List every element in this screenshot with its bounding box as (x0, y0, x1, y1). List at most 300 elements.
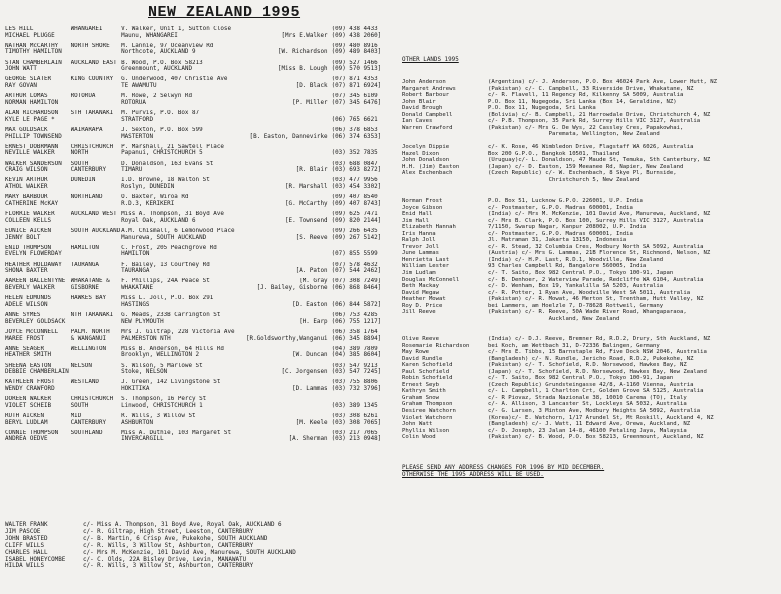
phone-row (246, 420, 397, 427)
phone-row (246, 363, 397, 370)
entry-regions (71, 312, 121, 325)
entry-region: SOUTH (70, 160, 89, 167)
contact-ref (246, 379, 332, 386)
entry-addresss (121, 93, 246, 106)
person-address: (Pakistan) c/- Mrs G. De Wys, 22 Cassley Cres, Papakowhai, (488, 124, 684, 131)
entry-name: CONNIE THOMPSON (5, 429, 59, 436)
person-address: (Bangladesh) c/- J. Watt, 11 Edward Ave, Orewa, Auckland, NZ (488, 421, 691, 428)
contact-ref: [R.Goldsworthy,Wanganui (246, 335, 328, 342)
entry-regions (71, 262, 121, 275)
phone-row (246, 127, 397, 134)
person-address: P.O. Box 11, Nugegoda, Sri Lanka (Box 14, Geraldine, NZ) (488, 98, 677, 105)
person-name: Jocelyn Dippie (402, 144, 450, 150)
phone-number: (07) 308 7249] (331, 278, 382, 285)
person-address: c/- T. Saito, Box 982 Central P.O., Tokyo 100-91, Japan (488, 375, 674, 382)
phone-row (246, 26, 397, 33)
entry-name: DEBBIE CHAMBERLAIN (5, 369, 69, 376)
entry-regions (71, 245, 121, 258)
contact-ref (246, 117, 332, 124)
nz-entry (5, 413, 397, 426)
person-address: Paremata, Wellington, New Zealand (488, 131, 660, 138)
nz-entry (5, 262, 397, 275)
phone-number: (03) 688 0847 (331, 160, 378, 167)
entry-region: NORTH SHORE (70, 42, 110, 49)
contact-ref (246, 161, 332, 168)
nz-entry (5, 363, 397, 376)
entry-address: S. Thompson, 16 Percy St (121, 396, 207, 403)
person-address: 93 Charles Campbell Rd, Bangalore 560005, India (488, 263, 647, 270)
entry-region: AUCKLAND EAST (70, 59, 117, 66)
entry-region: CANTERBURY (70, 167, 107, 174)
contact-ref (246, 245, 332, 252)
entry-name: EVELYN FLOWERDAY (5, 251, 62, 258)
person-name: William Lester (402, 263, 450, 270)
other-lands-row (402, 316, 777, 323)
person-name: Hazel Dixon (402, 150, 440, 157)
phone-row (246, 201, 397, 208)
entry-name: JENNY BOLT (5, 234, 41, 241)
person-name: Roy D. Price (402, 302, 443, 309)
other-lands-group (402, 144, 777, 183)
person-address: c/- T. Saito, Box 982 Central P.O., Tokyo 100-91, Japan (488, 270, 674, 277)
entry-names (5, 363, 71, 376)
entry-regions (71, 161, 121, 174)
entry-address: P. Marshall, 21 Sawtell Place (121, 143, 224, 150)
entry-name: ANNE SEAGER (5, 345, 45, 352)
person-address: (Uruguay)c/- L. Donaldson, 47 Maude St, Temuka, Sth Canterbury, NZ (488, 157, 711, 164)
phone-row (246, 379, 397, 386)
person-name: Robert Barbour (402, 92, 450, 99)
entry-names (5, 194, 71, 207)
phone-row (246, 211, 397, 218)
entry-address: Miss A. Thompson, 31 Boyd Ave (121, 211, 224, 218)
entry-region: WESTLAND (70, 379, 99, 386)
extra-address: c/- Mrs M. McKenzie, 101 David Ave, Manurewa, SOUTH AUCKLAND (83, 549, 296, 556)
person-address: c/- A. Allison, 3 Lancaster St, Lockleys SA 5032, Australia (488, 401, 687, 408)
entry-phones (246, 43, 397, 56)
entry-phones (246, 262, 397, 275)
person-address: c/- R Piovaz, Strada Nazionale 38, 10010 Carema (TO), Italy (488, 394, 687, 401)
entry-name: NORMAN HAMILTON (5, 99, 59, 106)
entry-address: M. Lannie, 97 Oceanview Rd (121, 42, 214, 49)
entry-address: V. Walker, Unit 1, Sutton Close (121, 26, 232, 32)
entry-names (5, 26, 71, 39)
contact-ref: [M. Gray (299, 278, 328, 285)
person-name: David Megaw (402, 289, 440, 296)
entry-address: Northcote, AUCKLAND 9 (121, 49, 196, 56)
person-name: Jim Hall (402, 217, 429, 224)
phone-number: (09) 266 6435 (331, 227, 378, 234)
person-name: Norman Frost (402, 198, 443, 204)
person-name: June Lammas (402, 250, 440, 257)
person-name: Douglas McConnell (402, 276, 460, 283)
person-address: (India) c/- D.J. Reeve, Bremner Rd, R.D.2, Drury, Sth Auckland, NZ (488, 336, 711, 342)
entry-address: Brooklyn, WELLINGTON 2 (121, 352, 200, 359)
nz-extra-entries (5, 522, 397, 570)
phone-row (246, 369, 397, 376)
entry-address: MASTERTON (121, 133, 153, 140)
phone-row (246, 262, 397, 269)
entry-name: ENID THOMPSON (5, 244, 52, 251)
phone-number: (09) 407 8540 (331, 194, 378, 201)
entry-addresss (121, 177, 246, 190)
entry-addresss (121, 60, 246, 73)
phone-number: (06) 345 8894] (331, 335, 382, 342)
person-address: Christchurch 5, New Zealand (488, 176, 640, 183)
entry-region: NELSON (70, 362, 92, 369)
entry-address: D. Donaldson, 163 Evans St (121, 160, 214, 167)
entry-regions (71, 93, 121, 106)
contact-ref: [A. Sherman (288, 436, 328, 443)
phone-row (246, 218, 397, 225)
entry-region: ROTORUA (70, 93, 96, 100)
other-lands-group (402, 336, 777, 441)
person-address: (India) c/- H.P. Last, R.D.1, Woodville, New Zealand (488, 256, 664, 263)
phone-row (246, 177, 397, 184)
contact-ref: [D. Black (295, 83, 328, 90)
contact-ref: [Mrs E.Walker (281, 32, 328, 39)
person-name: Donald Campbell (402, 111, 453, 118)
entry-name: VIOLET SCHEIB (5, 402, 52, 409)
entry-addresss (121, 312, 246, 325)
entry-names (5, 329, 71, 342)
person-name: May Rowe (402, 349, 429, 356)
entry-name: ANDREA OEDVE (5, 436, 48, 443)
entry-name: STAN CHAMBERLAIN (5, 59, 62, 66)
contact-ref: [J. Bailey, Gisborne (256, 285, 328, 292)
entry-names (5, 161, 71, 174)
phone-number: (07) 871 6924] (331, 83, 382, 90)
phone-number: (07) 345 6476] (331, 99, 382, 106)
entry-address: Miss A. Duthie, 103 Margaret St (121, 429, 232, 436)
entry-region: TAURANGA (70, 261, 99, 268)
nz-entry (5, 26, 397, 39)
entry-name: CATHERINE McKAY (5, 200, 59, 207)
phone-number: (03) 213 0948] (331, 436, 382, 443)
entry-phones (246, 379, 397, 392)
phone-row (246, 76, 397, 83)
nz-entry (5, 194, 397, 207)
person-name: Alex Eschenbach (402, 170, 453, 177)
entry-address: Mrs J. Giltrap, 228 Victoria Ave (121, 328, 235, 335)
person-name: Ernest Seyb (402, 381, 440, 388)
address-change-notice (402, 465, 604, 479)
entry-address: Greenmount, AUCKLAND (121, 66, 193, 73)
entry-phones (246, 245, 397, 258)
entry-region: NORTHLAND (70, 194, 103, 201)
person-name: Ralph Joll (402, 237, 436, 244)
person-address: Jl. Matraman 31, Jakarta 13150, Indonesia (488, 237, 627, 244)
entry-phones (246, 312, 397, 325)
phone-row (246, 396, 397, 403)
contact-ref: [M. Keele (295, 419, 328, 426)
entry-names (5, 379, 71, 392)
entry-addresss (121, 26, 246, 39)
page-title: NEW ZEALAND 1995 (148, 4, 301, 21)
entry-addresss (121, 194, 246, 207)
contact-ref: [E. Townsend (285, 217, 328, 224)
nz-entry (5, 396, 397, 409)
person-address: bei Koch, am Wettbach 31, D-72336 Balingen, Germany (488, 342, 660, 349)
person-address: (Pakistan) c/- R. Reeve, 50A Wade River Road, Whangaparaoa, (488, 309, 687, 316)
person-address: (Austria) c/- Mrs G. Lammas, 21B Florence St, Richmond, Nelson, NZ (488, 250, 711, 257)
extra-address: c/- B. Martin, 6 Crisp Ave, Pukekohe, SOUTH AUCKLAND (83, 535, 268, 542)
person-name: Graham Snow (402, 394, 440, 401)
nz-entry (5, 161, 397, 174)
entry-region: WAIRARAPA (70, 126, 103, 133)
contact-ref (246, 43, 332, 50)
entry-regions (71, 43, 121, 56)
entry-name: BEVERLEY GOLDSACK (5, 318, 66, 325)
extra-address: c/- R. Wills, 3 Willow St, Ashburton, CANTERBURY (83, 542, 254, 549)
entry-address: PALMERSTON NTH (121, 335, 171, 342)
entry-regions (71, 278, 121, 291)
entry-addresss (121, 76, 246, 89)
phone-row (246, 352, 397, 359)
entry-phones (246, 295, 397, 308)
contact-ref: [W. Duncan (292, 352, 328, 359)
entry-name: FLORRIE WALKER (5, 211, 55, 218)
person-address: (Pakistan) c/- R. Mowat, 46 Merton St, Trentham, Hutt Valley, NZ (488, 296, 704, 303)
entry-name: ANNE SYMES (5, 312, 41, 319)
entry-name: RAY GOVAN (5, 83, 37, 90)
entry-region: WHANGAREI (70, 26, 103, 32)
entry-region: HAMILTON (70, 244, 99, 251)
entry-phones (246, 396, 397, 409)
phone-number: (07) 855 5599 (331, 251, 378, 258)
entry-region: DUNEDIN (70, 177, 96, 184)
entry-addresss (121, 245, 246, 258)
entry-name: HEATHER SMITH (5, 352, 52, 359)
entry-names (5, 295, 71, 308)
contact-ref: [Miss B. Lough (277, 66, 328, 73)
contact-ref (246, 363, 332, 370)
person-name: John Donaldson (402, 157, 450, 164)
entry-address: NEW PLYMOUTH (121, 318, 164, 325)
nz-extra-row (5, 529, 397, 536)
entry-name: JOYCE McCONNELL (5, 328, 59, 335)
person-address: c/- Postmaster, G.P.O. Madras 600001, India (488, 204, 633, 211)
person-address: c/- L. Campbell, 1 Charlton Crt, Golden Grove SA 5125, Australia (488, 388, 704, 395)
phone-row (246, 346, 397, 353)
nz-entry (5, 43, 397, 56)
nz-extra-row (5, 522, 397, 529)
phone-row (246, 49, 397, 56)
contact-ref: [H. Earp (299, 318, 328, 325)
person-address: (Pakistan) c/- C. Campbell, 33 Riverside Drive, Whakatane, NZ (488, 85, 694, 92)
entry-phones (246, 194, 397, 207)
entry-addresss (121, 127, 246, 140)
entry-regions (71, 211, 121, 224)
phone-number: (06) 755 1217] (331, 318, 382, 325)
entry-name: ARTHUR LOMAS (5, 93, 48, 100)
person-address: c/- Mrs B. Clark, P.O. Box 100, Surrey Hills VIC 3127, Australia (488, 217, 704, 224)
entry-phones (246, 278, 397, 291)
entry-addresss (121, 396, 246, 409)
phone-number: (09) 820 2144] (331, 217, 382, 224)
phone-row (246, 329, 397, 336)
entry-addresss (121, 228, 246, 241)
entry-address: O. Baxter, Wiroa Rd (121, 194, 189, 201)
person-address: c/- R. Potter, 1 Ryan Ave, Woodville West SA 5011, Australia (488, 289, 691, 296)
entry-name: COLLEEN KELLS (5, 217, 52, 224)
entry-addresss (121, 346, 246, 359)
extra-name: CHARLES HALL (5, 549, 48, 556)
extra-name: JIM PASCOE (5, 528, 41, 535)
phone-number: (09) 480 8916 (331, 42, 378, 49)
entry-names (5, 60, 71, 73)
entry-phones (246, 127, 397, 140)
entry-regions (71, 177, 121, 190)
entry-address: F. Bailey, 13 Courtney Rd (121, 261, 210, 268)
person-address: (Argentina) c/- J. Anderson, P.O. Box 46024 Park Ave, Lower Hutt, NZ (488, 79, 718, 85)
person-address: bei Lammers, am Hoelzle 7, D-78628 Rottweil, Germany (488, 302, 664, 309)
contact-ref (246, 251, 332, 258)
entry-region: HAWKES BAY (70, 295, 107, 302)
entry-address: Royal Oak, AUCKLAND 6 (121, 217, 196, 224)
entry-address: J. Green, 142 Livingstone St (121, 379, 221, 386)
entry-address: Roslyn, DUNEDIN (121, 184, 175, 191)
person-name: Colin Wood (402, 434, 436, 441)
phone-row (246, 302, 397, 309)
entry-regions (71, 194, 121, 207)
nz-entry (5, 278, 397, 291)
person-address: (India) c/- Mrs M. McKenzie, 101 David Ave, Manurewa, Auckland, NZ (488, 211, 711, 218)
entry-names (5, 312, 71, 325)
phone-number: (06) 358 1764 (331, 328, 378, 335)
person-name: Elizabeth Hannah (402, 224, 456, 231)
phone-row (246, 167, 397, 174)
entry-name: ATHOL WALKER (5, 184, 48, 191)
nz-entry (5, 430, 397, 443)
entry-regions (71, 127, 121, 140)
entry-name: HEATHER HOLDAWAY (5, 261, 62, 268)
entry-address: G. Underwood, 407 Christie Ave (121, 76, 228, 83)
entry-phones (246, 228, 397, 241)
entry-address: I.D. Browne, 18 Walton St (121, 177, 210, 184)
contact-ref (246, 211, 332, 218)
contact-ref (246, 329, 332, 336)
entry-names (5, 228, 71, 241)
phone-row (246, 184, 397, 191)
phone-row (246, 235, 397, 242)
entry-addresss (121, 295, 246, 308)
phone-number: (04) 385 8604] (331, 352, 382, 359)
entry-name: ADELE WILSON (5, 301, 48, 308)
phone-row (246, 245, 397, 252)
person-name: Iris Hanna (402, 230, 436, 237)
contact-ref (246, 26, 332, 33)
entry-address: Manurewa, SOUTH AUCKLAND (121, 234, 207, 241)
person-name: Rosemarie Richardson (402, 342, 470, 349)
contact-ref: [G. McCarthy (285, 200, 328, 207)
phone-row (246, 336, 397, 343)
person-name: John Anderson (402, 79, 446, 85)
phone-number: (09) 625 7471 (331, 211, 378, 218)
nz-extra-row (5, 543, 397, 550)
contact-ref (246, 228, 332, 235)
entry-region: WELLINGTON (70, 345, 107, 352)
entry-regions (71, 295, 121, 308)
entry-names (5, 262, 71, 275)
entry-names (5, 245, 71, 258)
phone-row (246, 295, 397, 302)
extra-name: ISABEL HONEYCOMBE (5, 556, 66, 563)
entry-names (5, 144, 71, 157)
notice-line: PLEASE SEND ANY ADDRESS CHANGES FOR 1996 BY MID DECEMBER. (402, 465, 605, 471)
phone-row (246, 278, 397, 285)
contact-ref: [P. Miller (292, 99, 328, 106)
entry-region: PALM. NORTH (70, 328, 110, 335)
phone-number: (03) 352 7835 (331, 150, 378, 157)
entry-name: KEVIN ARTHUR (5, 177, 48, 184)
contact-ref (246, 110, 332, 117)
person-name: John Blair (402, 98, 436, 105)
contact-ref: [C. Jorgensen (281, 369, 328, 376)
nz-entry (5, 60, 397, 73)
entry-address: Papanui, CHRISTCHURCH 5 (121, 150, 203, 157)
entry-address: Miss B. Anderson, 64 Hills Rd (121, 345, 224, 352)
entry-address: INVERCARGILL (121, 436, 164, 443)
phone-number: (09) 489 8403] (331, 49, 382, 56)
entry-address: HOKITIKA (121, 385, 150, 392)
entry-names (5, 43, 71, 56)
entry-address: Miss L. Joll, P.O. Box 291 (121, 295, 214, 302)
entry-name: GEORGE SLATER (5, 76, 52, 83)
phone-row (246, 285, 397, 292)
person-address: c/- P.B. Thompson, 35 Park Rd, Surrey Hills VIC 3127, Australia (488, 118, 701, 125)
phone-row (246, 33, 397, 40)
person-address: c/- B. Denhoer, 2 Waterview Parade, Redcliffe WA 6104, Australia (488, 276, 704, 283)
phone-row (246, 161, 397, 168)
entry-addresss (121, 329, 246, 342)
contact-ref: [A. Paton (295, 268, 328, 275)
other-lands-row (402, 434, 777, 441)
entry-address: C. Frost, 205 Peachgrove Rd (121, 244, 217, 251)
contact-ref: [R. Marshall (285, 184, 328, 191)
other-lands-row (402, 177, 777, 184)
phone-row (246, 436, 397, 443)
contact-ref (246, 177, 332, 184)
entry-regions (71, 379, 121, 392)
person-name: Kathryn Smith (402, 388, 446, 395)
contact-ref (246, 76, 332, 83)
person-name: Warren Crawford (402, 124, 453, 131)
extra-name: HILDA WILLS (5, 563, 45, 570)
phone-row (246, 312, 397, 319)
entry-name: DOREEN WALKER (5, 396, 52, 403)
entry-name: RUTH AICKEN (5, 413, 45, 420)
entry-name: JOHN WATT (5, 66, 37, 73)
entry-address: HASTINGS (121, 301, 150, 308)
entry-names (5, 177, 71, 190)
entry-name: SHEENA EASTON (5, 362, 52, 369)
entry-phones (246, 26, 397, 39)
entry-phones (246, 329, 397, 342)
nz-entry (5, 93, 397, 106)
phone-row (246, 268, 397, 275)
phone-row (246, 117, 397, 124)
person-address: c/- K. Rose, 46 Wimbledon Drive, Flagstaff WA 6026, Australia (488, 144, 694, 150)
entry-regions (71, 396, 121, 409)
phone-row (246, 403, 397, 410)
person-name: Ian Caves (402, 118, 433, 125)
entry-address: Stoke, NELSON (121, 369, 168, 376)
phone-number: (03) 755 8806 (331, 379, 378, 386)
contact-ref (246, 262, 332, 269)
phone-number: (06) 765 6621 (331, 116, 378, 123)
phone-number: (09) 570 9513] (331, 66, 382, 73)
